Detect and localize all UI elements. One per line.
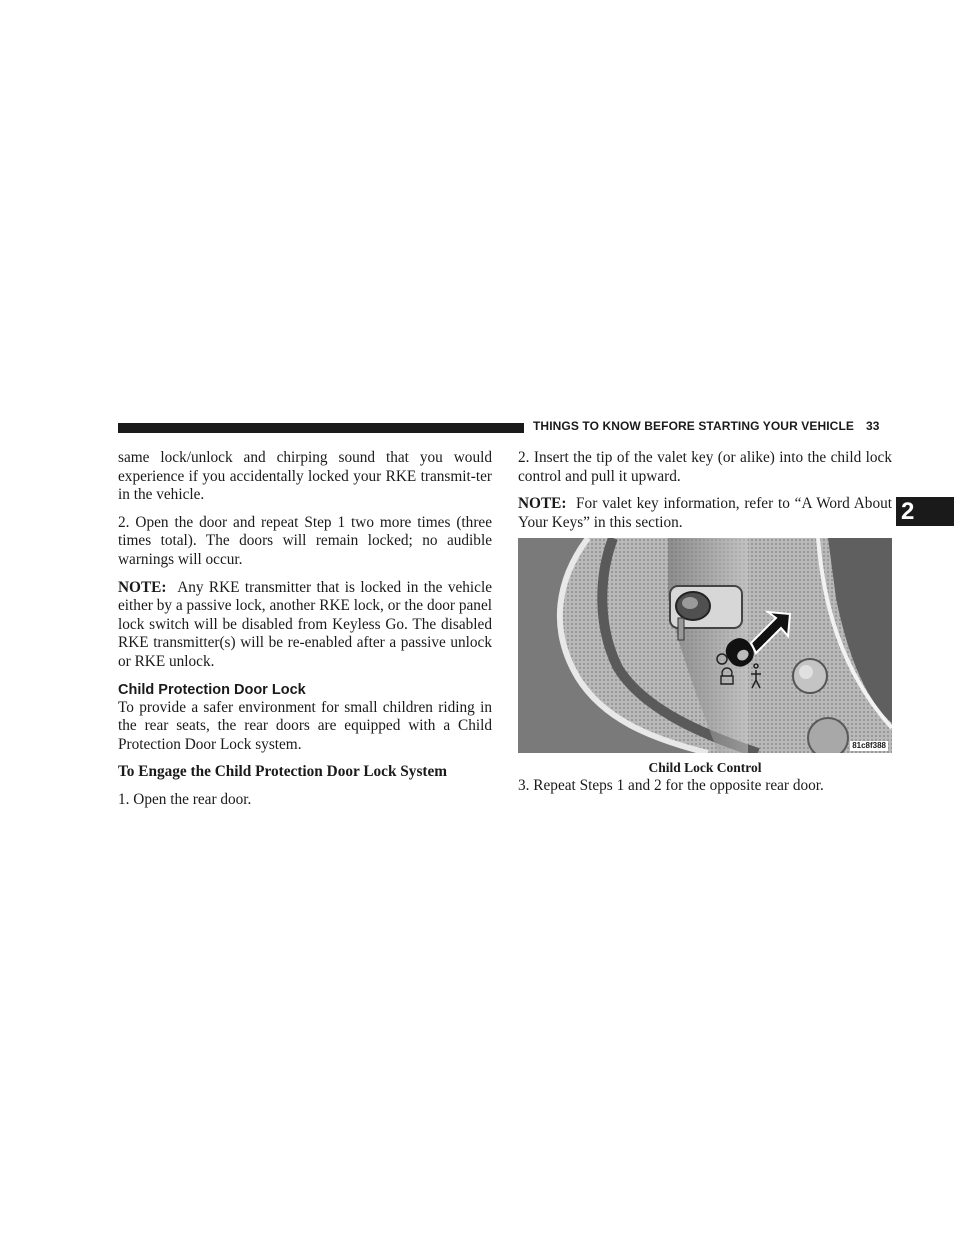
section-paragraph: To provide a safer environment for small children riding in the rear seats, the rear doors are equipped with a Child Protection Door Lock system. — [118, 698, 492, 753]
paragraph-step-2: 2. Open the door and repeat Step 1 two more times (three times total). The doors will remain locked; no audible warnings will occur. — [118, 513, 492, 568]
chapter-tab: 2 — [896, 497, 954, 526]
page-number: 33 — [865, 419, 880, 433]
section-heading: Child Protection Door Lock — [118, 681, 306, 698]
paragraph-step-1: 1. Open the rear door. — [118, 790, 252, 808]
note-label: NOTE: — [518, 495, 567, 513]
note-text: For valet key information, refer to “A Word About Your Keys” in this section. — [518, 495, 892, 531]
paragraph-step-2-right: 2. Insert the tip of the valet key (or alike) into the child lock control and pull it upward. — [518, 449, 892, 485]
sub-heading: To Engage the Child Protection Door Lock System — [118, 763, 448, 781]
note-label: NOTE: — [118, 578, 167, 596]
child-lock-figure — [518, 538, 892, 753]
child-lock-photo — [518, 538, 892, 753]
note-text: Any RKE transmitter that is locked in the vehicle either by a passive lock, another RKE lock, or the door panel lock switch will be disabled from Keyless Go. The disabled RKE transmitter(s) will be re-enabled after a passive unlock or RKE unlock. — [118, 578, 492, 670]
paragraph-continuation: same lock/unlock and chirping sound that you would experience if you accidentally locked your RKE transmit-ter in the vehicle. — [118, 449, 492, 504]
paragraph-step-3: 3. Repeat Steps 1 and 2 for the opposite rear door. — [518, 777, 824, 795]
note-paragraph-right — [518, 495, 892, 532]
figure-code: 81c8f388 — [852, 741, 886, 751]
left-column — [118, 449, 492, 810]
header-rule — [118, 423, 524, 433]
figure-caption: Child Lock Control — [648, 760, 762, 776]
header-title: THINGS TO KNOW BEFORE STARTING YOUR VEHICLE — [533, 419, 854, 433]
right-column — [518, 449, 892, 796]
running-header — [533, 419, 880, 433]
note-paragraph — [118, 579, 492, 672]
